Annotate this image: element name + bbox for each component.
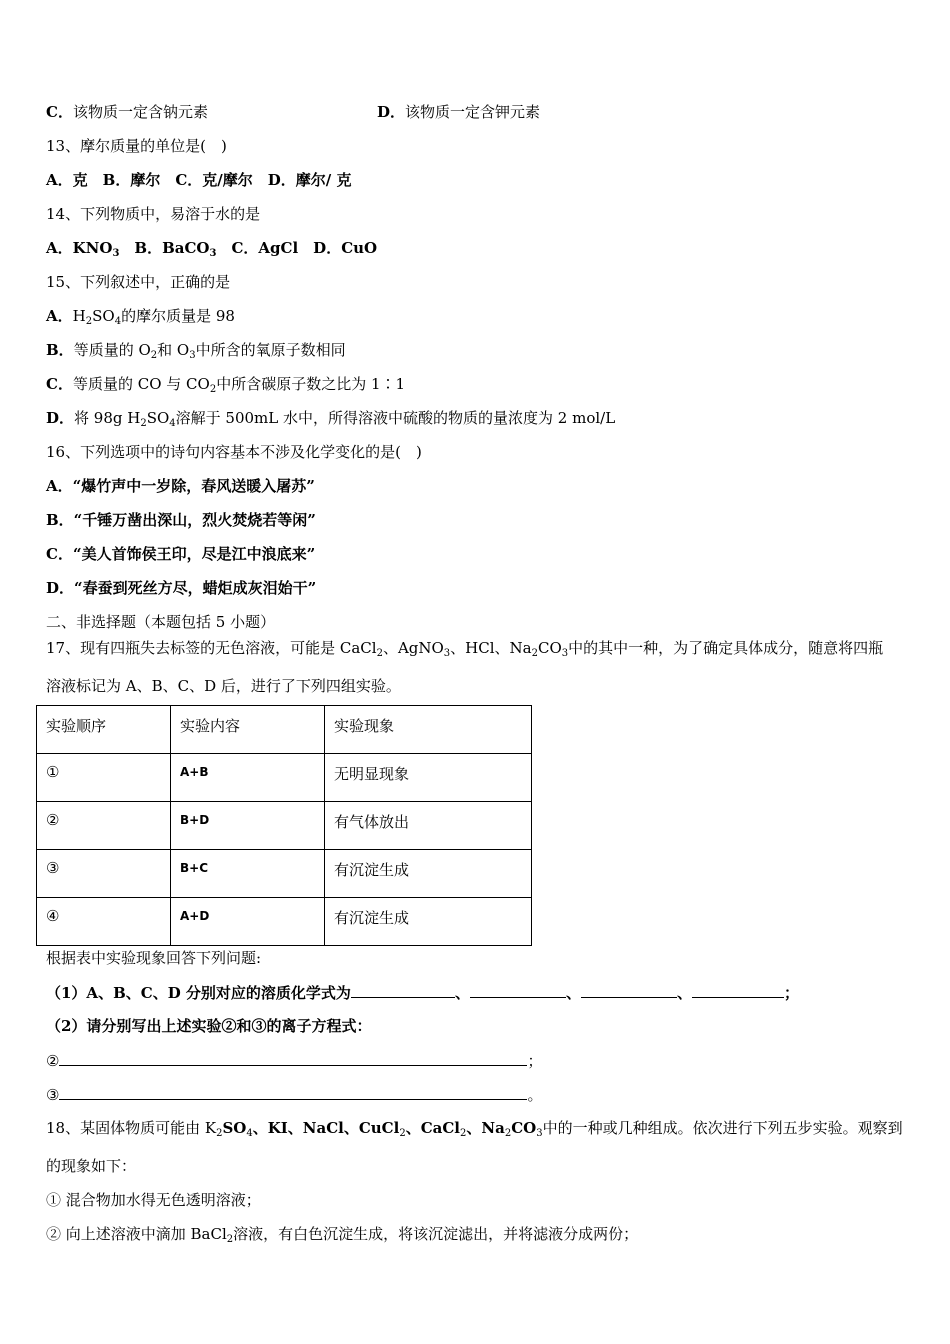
q18-l1-g: 中的一种或几种组成。依次进行下列五步实验。观察到 xyxy=(542,1119,903,1137)
q17-part2: （2）请分别写出上述实验②和③的离子方程式： xyxy=(46,1017,372,1035)
q15-a-t3: 的摩尔质量是 98 xyxy=(121,307,235,325)
q15-option-d xyxy=(46,408,615,428)
q17-part1-end: ； xyxy=(783,984,799,1002)
table-cell-content: A+D xyxy=(171,898,325,946)
q15-a-s2: 4 xyxy=(114,316,122,327)
q12-option-c-text: 该物质一定含钠元素 xyxy=(72,103,208,121)
q18-l1-e: 、Na xyxy=(466,1119,505,1137)
q15-d-t3: 溶解于 500mL 水中，所得溶液中硫酸的物质的量浓度为 2 mol/L xyxy=(175,409,616,427)
q15-option-b xyxy=(46,340,346,360)
q15-a-t1: H xyxy=(72,307,86,325)
answer-blank-b[interactable] xyxy=(470,982,566,998)
table-cell-content: A+B xyxy=(171,754,325,802)
q16-stem: 16、下列选项中的诗句内容基本不涉及化学变化的是( ) xyxy=(46,443,422,461)
q17-after-table: 根据表中实验现象回答下列问题: xyxy=(46,949,262,967)
q17-eq3-row xyxy=(46,1084,542,1105)
q18-step2 xyxy=(46,1224,638,1244)
q17-part1 xyxy=(46,982,799,1003)
q13-stem: 13、摩尔质量的单位是( ) xyxy=(46,137,227,155)
separator: 、 xyxy=(676,984,692,1002)
table-row xyxy=(37,850,532,898)
experiment-table xyxy=(36,705,532,946)
table-cell-content: B+C xyxy=(171,850,325,898)
table-cell-order: ② xyxy=(37,802,171,850)
q17-eq3-label: ③ xyxy=(46,1086,60,1104)
q17-eq3-end: 。 xyxy=(527,1086,543,1104)
q15-c-t1: 等质量的 CO 与 CO xyxy=(72,375,210,393)
q18-s3: 2 xyxy=(399,1128,406,1139)
q15-b-s2: 3 xyxy=(189,350,196,361)
q14-sub-a: 3 xyxy=(112,248,120,259)
q15-option-c xyxy=(46,374,405,394)
table-cell-content: B+D xyxy=(171,802,325,850)
q15-c-s1: 2 xyxy=(209,384,217,395)
q17-eq2-end: ； xyxy=(527,1052,543,1070)
table-cell-order: ① xyxy=(37,754,171,802)
q17-l1-b: 、AgNO xyxy=(382,639,444,657)
answer-blank-d[interactable] xyxy=(692,982,784,998)
q18-s6: 3 xyxy=(536,1128,543,1139)
table-row xyxy=(37,898,532,946)
q15-d-t2: SO xyxy=(146,409,170,427)
q12-option-c-label: C． xyxy=(46,103,73,121)
q16-option-b: B．“千锤万凿出深山，烈火焚烧若等闲” xyxy=(46,511,316,529)
q14-sub-b: 3 xyxy=(209,248,217,259)
q12-option-d-label: D． xyxy=(377,103,406,121)
q15-a-label: A． xyxy=(46,307,73,325)
table-header-cell: 实验内容 xyxy=(171,706,325,754)
q16-option-c: C．“美人首饰侯王印，尽是江中浪底来” xyxy=(46,545,316,563)
separator: 、 xyxy=(454,984,470,1002)
q15-option-a xyxy=(46,306,235,326)
q18-line2: 的现象如下： xyxy=(46,1157,137,1175)
q18-l1-b: SO xyxy=(222,1119,247,1137)
q17-l1-s4: 3 xyxy=(561,648,569,659)
q16-option-d: D．“春蚕到死丝方尽，蜡炬成灰泪始干” xyxy=(46,579,317,597)
q12-option-d xyxy=(377,102,540,122)
q18-s5: 2 xyxy=(504,1128,512,1139)
answer-blank-c[interactable] xyxy=(581,982,677,998)
table-cell-order: ④ xyxy=(37,898,171,946)
q18-step2-b: 溶液，有白色沉淀生成，将该沉淀滤出，并将滤液分成两份； xyxy=(233,1225,639,1243)
q18-l1-d: 、CaCl xyxy=(405,1119,460,1137)
table-header-cell: 实验顺序 xyxy=(37,706,171,754)
q17-line1 xyxy=(46,638,883,658)
q15-d-label: D． xyxy=(46,409,75,427)
table-row xyxy=(37,802,532,850)
table-header-row xyxy=(37,706,532,754)
q12-option-d-text: 该物质一定含钾元素 xyxy=(405,103,541,121)
section-2-heading: 二、非选择题（本题包括 5 小题） xyxy=(46,613,276,631)
q15-a-t2: SO xyxy=(92,307,115,325)
q18-line1 xyxy=(46,1118,903,1138)
q18-s1: 2 xyxy=(216,1128,223,1139)
q18-step2-a: ② 向上述溶液中滴加 BaCl xyxy=(46,1225,227,1243)
q15-d-t1: 将 98g H xyxy=(74,409,141,427)
q18-s2: 4 xyxy=(246,1128,253,1139)
q18-l1-c: 、KI、NaCl、CuCl xyxy=(252,1119,400,1137)
q18-l1-a: 18、某固体物质可能由 K xyxy=(46,1119,217,1137)
table-row xyxy=(37,754,532,802)
q17-l1-e: 中的其中一种，为了确定具体成分，随意将四瓶 xyxy=(568,639,884,657)
table-cell-observation: 无明显现象 xyxy=(325,754,532,802)
q18-step2-sub: 2 xyxy=(226,1234,234,1245)
q15-d-s2: 4 xyxy=(169,418,176,429)
q17-l1-a: 17、现有四瓶失去标签的无色溶液，可能是 CaCl xyxy=(46,639,377,657)
q15-b-t3: 中所含的氧原子数相同 xyxy=(195,341,346,359)
q17-line2: 溶液标记为 A、B、C、D 后，进行了下列四组实验。 xyxy=(46,677,401,695)
q18-step1: ① 混合物加水得无色透明溶液； xyxy=(46,1191,261,1209)
q15-c-label: C． xyxy=(46,375,73,393)
q17-l1-s3: 2 xyxy=(531,648,538,659)
q16-option-a: A．“爆竹声中一岁除，春风送暖入屠苏” xyxy=(46,477,315,495)
q12-options-row xyxy=(46,102,208,122)
answer-blank-a[interactable] xyxy=(351,982,455,998)
answer-blank-eq3[interactable] xyxy=(59,1084,527,1100)
q17-l1-s1: 2 xyxy=(376,648,383,659)
q15-stem: 15、下列叙述中，正确的是 xyxy=(46,273,231,291)
separator: 、 xyxy=(565,984,581,1002)
table-cell-observation: 有气体放出 xyxy=(325,802,532,850)
q17-eq2-row xyxy=(46,1050,542,1071)
q14-option-a: A．KNO xyxy=(46,239,113,257)
q14-option-b: B．BaCO xyxy=(119,239,210,257)
q17-l1-s2: 3 xyxy=(443,648,451,659)
q15-b-label: B． xyxy=(46,341,74,359)
q17-eq2-label: ② xyxy=(46,1052,60,1070)
table-cell-observation: 有沉淀生成 xyxy=(325,850,532,898)
q15-c-t2: 中所含碳原子数之比为 1∶1 xyxy=(216,375,406,393)
q14-stem: 14、下列物质中，易溶于水的是 xyxy=(46,205,261,223)
q13-options: A．克 B．摩尔 C．克/摩尔 D．摩尔/ 克 xyxy=(46,171,352,189)
q14-option-cd: C．AgCl D．CuO xyxy=(216,239,378,257)
q18-l1-f: CO xyxy=(511,1119,537,1137)
q15-b-t2: 和 O xyxy=(157,341,190,359)
table-header-cell: 实验现象 xyxy=(325,706,532,754)
q15-b-t1: 等质量的 O xyxy=(73,341,151,359)
q18-s4: 2 xyxy=(460,1128,467,1139)
q15-a-s1: 2 xyxy=(85,316,93,327)
answer-blank-eq2[interactable] xyxy=(59,1050,527,1066)
q17-l1-d: CO xyxy=(537,639,562,657)
q17-l1-c: 、HCl、Na xyxy=(450,639,532,657)
q14-options xyxy=(46,238,377,258)
q17-part1-text: （1）A、B、C、D 分别对应的溶质化学式为 xyxy=(46,984,351,1002)
table-cell-order: ③ xyxy=(37,850,171,898)
q15-d-s1: 2 xyxy=(140,418,147,429)
table-cell-observation: 有沉淀生成 xyxy=(325,898,532,946)
q15-b-s1: 2 xyxy=(150,350,158,361)
